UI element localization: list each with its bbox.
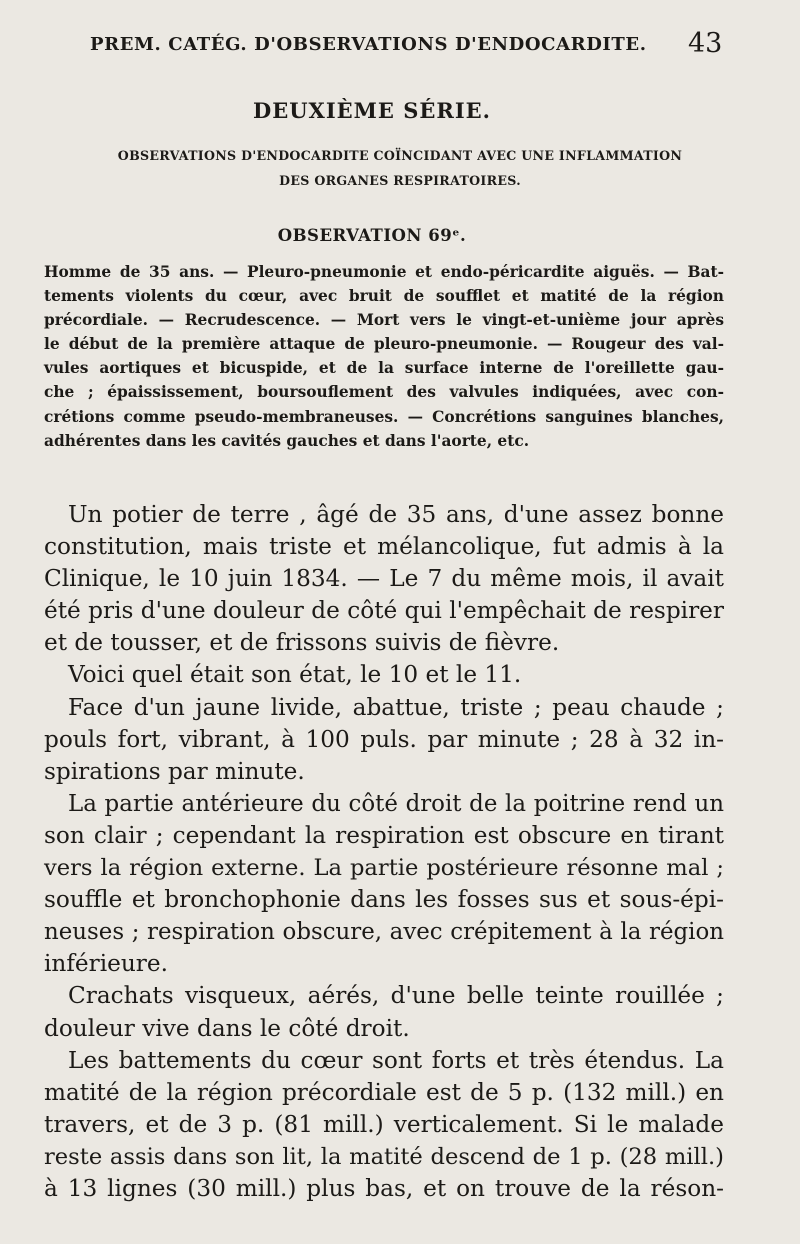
body-line: son clair ; cependant la respiration est obscure en tirant — [44, 821, 724, 849]
body-line: neuses ; respiration obscure, avec crépitement à la région — [44, 919, 724, 946]
summary-line: tements violents du cœur, avec bruit de soufflet et matité de la région — [44, 287, 724, 306]
observation-summary — [44, 260, 724, 453]
summary-line: Homme de 35 ans. — Pleuro-pneumonie et endo-péricardite aiguës. — Bat- — [44, 263, 724, 281]
summary-line: le début de la première attaque de pleuro-pneumonie. — Rougeur des val- — [44, 335, 724, 354]
body-line: vers la région externe. La partie postérieure résonne mal ; — [44, 855, 724, 882]
body-line: douleur vive dans le côté droit. — [44, 1014, 410, 1042]
body-line: reste assis dans son lit, la matité descend de 1 p. (28 mill.) — [44, 1143, 724, 1170]
body-line: et de tousser, et de frissons suivis de fièvre. — [44, 629, 560, 657]
body-line: souffle et bronchophonie dans les fosses sus et sous-épi- — [44, 886, 724, 914]
summary-line: adhérentes dans les cavités gauches et dans l'aorte, etc. — [44, 431, 530, 450]
series-title: DEUXIÈME SÉRIE. — [253, 98, 491, 123]
observation-title: OBSERVATION 69ᵉ. — [277, 226, 467, 245]
body-line: La partie antérieure du côté droit de la poitrine rend un — [68, 790, 724, 817]
summary-line: crétions comme pseudo-membraneuses. — Concrétions sanguines blanches, — [44, 407, 724, 426]
body-line: pouls fort, vibrant, à 100 puls. par minute ; 28 à 32 in- — [44, 725, 724, 753]
subtitle-line: OBSERVATIONS D'ENDOCARDITE COÏNCIDANT AVEC UNE INFLAMMATION — [117, 148, 683, 163]
body-line: à 13 lignes (30 mill.) plus bas, et on trouve de la réson- — [44, 1174, 724, 1202]
body-line: Face d'un jaune livide, abattue, triste ; peau chaude ; — [68, 693, 724, 721]
subtitle-line: DES ORGANES RESPIRATOIRES. — [279, 173, 521, 188]
observation-body — [44, 499, 724, 1205]
body-line: spirations par minute. — [44, 757, 305, 785]
body-line: constitution, mais triste et mélancolique, fut admis à la — [44, 533, 724, 561]
body-line: Les battements du cœur sont forts et très étendus. La — [68, 1046, 724, 1074]
page-number: 43 — [688, 28, 723, 59]
summary-line: vules aortiques et bicuspide, et de la surface interne de l'oreillette gau- — [44, 359, 724, 378]
summary-line: che ; épaississement, boursouflement des valvules indiquées, avec con- — [44, 383, 724, 402]
body-line: Un potier de terre , âgé de 35 ans, d'une assez bonne — [68, 501, 724, 528]
body-line: Crachats visqueux, aérés, d'une belle teinte rouillée ; — [68, 982, 724, 1010]
body-line: Clinique, le 10 juin 1834. — Le 7 du même mois, il avait — [44, 565, 724, 593]
body-line: Voici quel était son état, le 10 et le 11. — [68, 661, 522, 689]
body-line: travers, et de 3 p. (81 mill.) verticalement. Si le malade — [44, 1110, 724, 1138]
body-line: été pris d'une douleur de côté qui l'empêchait de respirer — [44, 597, 724, 625]
body-line: matité de la région précordiale est de 5 p. (132 mill.) en — [44, 1078, 724, 1106]
summary-line: précordiale. — Recrudescence. — Mort vers le vingt-et-unième jour après — [44, 311, 724, 330]
body-line: inférieure. — [44, 950, 168, 978]
running-head: PREM. CATÉG. D'OBSERVATIONS D'ENDOCARDITE. — [90, 34, 647, 55]
